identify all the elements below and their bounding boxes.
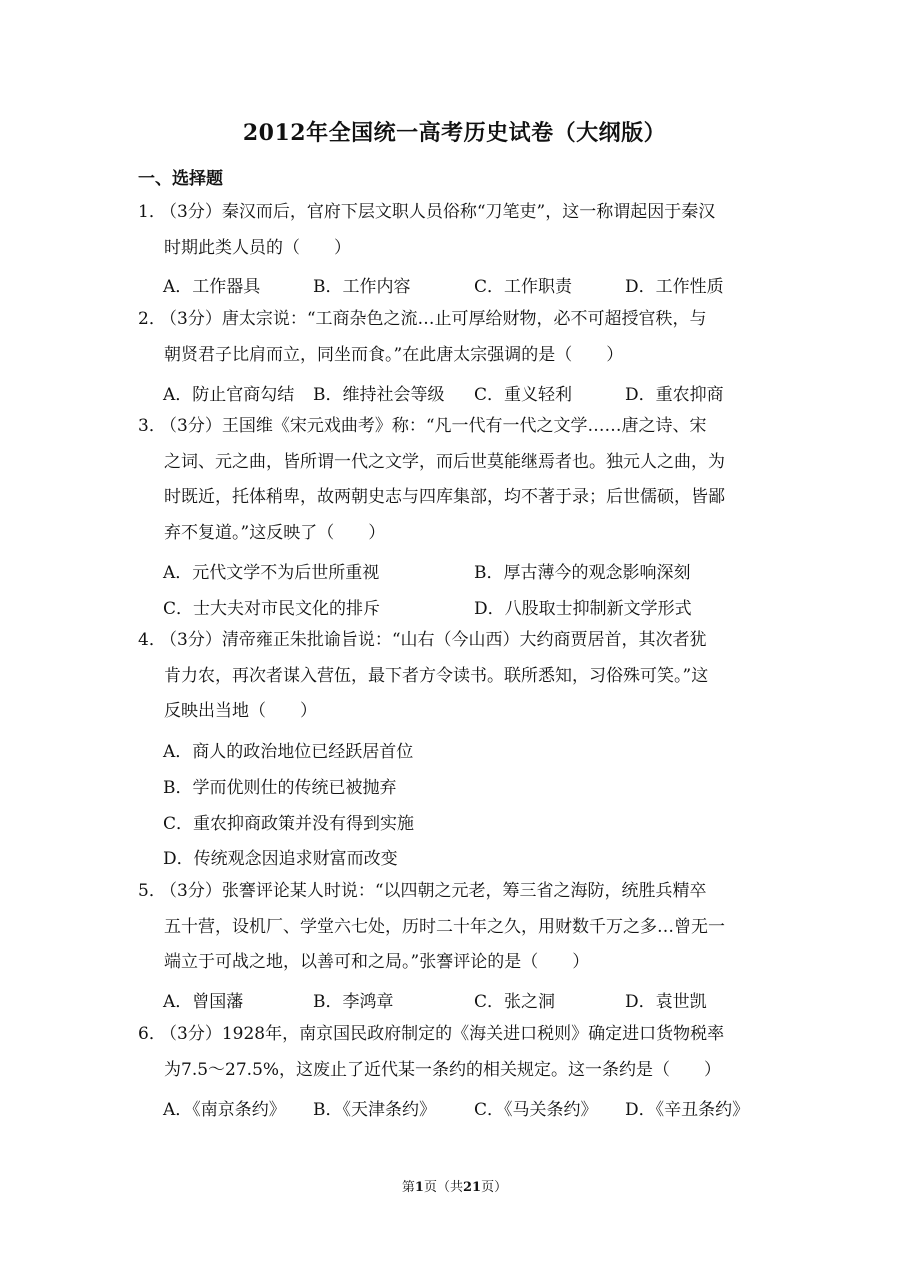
question-text: 为7.5～27.5%，这废止了近代某一条约的相关规定。这一条约是（ ） [164, 1059, 722, 1080]
option-a[interactable]: A．商人的政治地位已经跃居首位 [163, 742, 414, 762]
question-text: 时既近，托体稍卑，故两朝史志与四库集部，均不著于录；后世儒硕，皆鄙 [164, 487, 725, 507]
question-text: 肯力农，再次者谋入营伍，最下者方令读书。联所悉知，习俗殊可笑。”这 [164, 665, 709, 686]
question-text: 端立于可战之地，以善可和之局。”张謇评论的是（ ） [164, 952, 590, 972]
question-text: （3分）清帝雍正朱批谕旨说：“山右（今山西）大约商贾居首，其次者犹 [160, 630, 707, 650]
page-footer [0, 1176, 909, 1195]
option-b[interactable]: B．李鸿章 [313, 992, 394, 1012]
option-c[interactable]: C．张之洞 [474, 992, 556, 1012]
option-b[interactable]: B．工作内容 [313, 277, 411, 297]
option-c[interactable]: C．重农抑商政策并没有得到实施 [163, 814, 415, 834]
question-number: 2． [138, 309, 166, 329]
question-number: 5． [138, 881, 166, 901]
option-d[interactable]: D．袁世凯 [625, 992, 707, 1012]
question-5 [138, 874, 778, 981]
question-text: （3分）张謇评论某人时说：“以四朝之元老，筹三省之海防，统胜兵精卒 [160, 881, 707, 901]
option-d[interactable]: D．重农抑商 [625, 385, 724, 405]
option-a[interactable]: A．曾国藩 [163, 992, 244, 1012]
question-text: 之词、元之曲，皆所谓一代之文学，而后世莫能继焉者也。独元人之曲，为 [164, 451, 725, 472]
question-text: （3分）1928年，南京国民政府制定的《海关进口税则》确定进口货物税率 [160, 1024, 725, 1044]
question-text: 朝贤君子比肩而立，同坐而食。”在此唐太宗强调的是（ ） [164, 344, 624, 365]
option-a[interactable]: A．防止官商勾结 [163, 385, 295, 405]
option-b[interactable]: B．学而优则仕的传统已被抛弃 [163, 778, 397, 798]
question-number: 3． [138, 416, 166, 436]
question-6 [138, 1017, 778, 1088]
option-c[interactable]: C．士大夫对市民文化的排斥 [163, 599, 381, 619]
option-b[interactable]: B．厚古薄今的观念影响深刻 [474, 563, 691, 583]
option-a[interactable]: A．《南京条约》 [163, 1100, 286, 1120]
question-number: 1． [138, 202, 166, 222]
section-heading: 一、选择题 [138, 169, 223, 189]
question-1 [138, 195, 778, 266]
option-c[interactable]: C．重义轻利 [474, 385, 573, 405]
footer-page-number: 1 [414, 1180, 424, 1195]
option-c[interactable]: C．《马关条约》 [474, 1100, 598, 1120]
option-a[interactable]: A．工作器具 [163, 277, 261, 297]
option-b[interactable]: B．《天津条约》 [313, 1100, 436, 1120]
question-3 [138, 409, 778, 551]
question-text: （3分）王国维《宋元戏曲考》称：“凡一代有一代之文学……唐之诗、宋 [160, 416, 707, 436]
option-d[interactable]: D．《辛丑条约》 [625, 1100, 750, 1120]
option-b[interactable]: B．维持社会等级 [313, 385, 445, 405]
option-d[interactable]: D．工作性质 [625, 277, 724, 297]
question-text: 时期此类人员的（ ） [164, 237, 351, 258]
question-4 [138, 623, 778, 730]
page-title: 2012年全国统一高考历史试卷（大纲版） [242, 120, 667, 146]
question-text: 五十营，设机厂、学堂六七处，历时二十年之久，用财数千万之多…曾无一 [164, 916, 725, 937]
question-text: （3分）唐太宗说：“工商杂色之流…止可厚给财物，必不可超授官秩，与 [160, 309, 707, 329]
footer-prefix: 第 [401, 1180, 415, 1195]
footer-middle: 页（共 [423, 1180, 463, 1195]
option-d[interactable]: D．传统观念因追求财富而改变 [163, 849, 398, 869]
option-a[interactable]: A．元代文学不为后世所重视 [163, 563, 380, 583]
option-d[interactable]: D．八股取士抑制新文学形式 [474, 599, 692, 619]
question-number: 6． [138, 1024, 166, 1044]
question-number: 4． [138, 630, 166, 650]
option-c[interactable]: C．工作职责 [474, 277, 573, 297]
question-text: 弃不复道。”这反映了（ ） [164, 522, 386, 543]
question-2 [138, 302, 778, 373]
question-text: 反映出当地（ ） [164, 701, 317, 721]
footer-suffix: 页） [481, 1180, 508, 1195]
question-text: （3分）秦汉而后，官府下层文职人员俗称“刀笔吏”，这一称谓起因于秦汉 [160, 202, 716, 222]
footer-total-pages: 21 [462, 1180, 482, 1195]
